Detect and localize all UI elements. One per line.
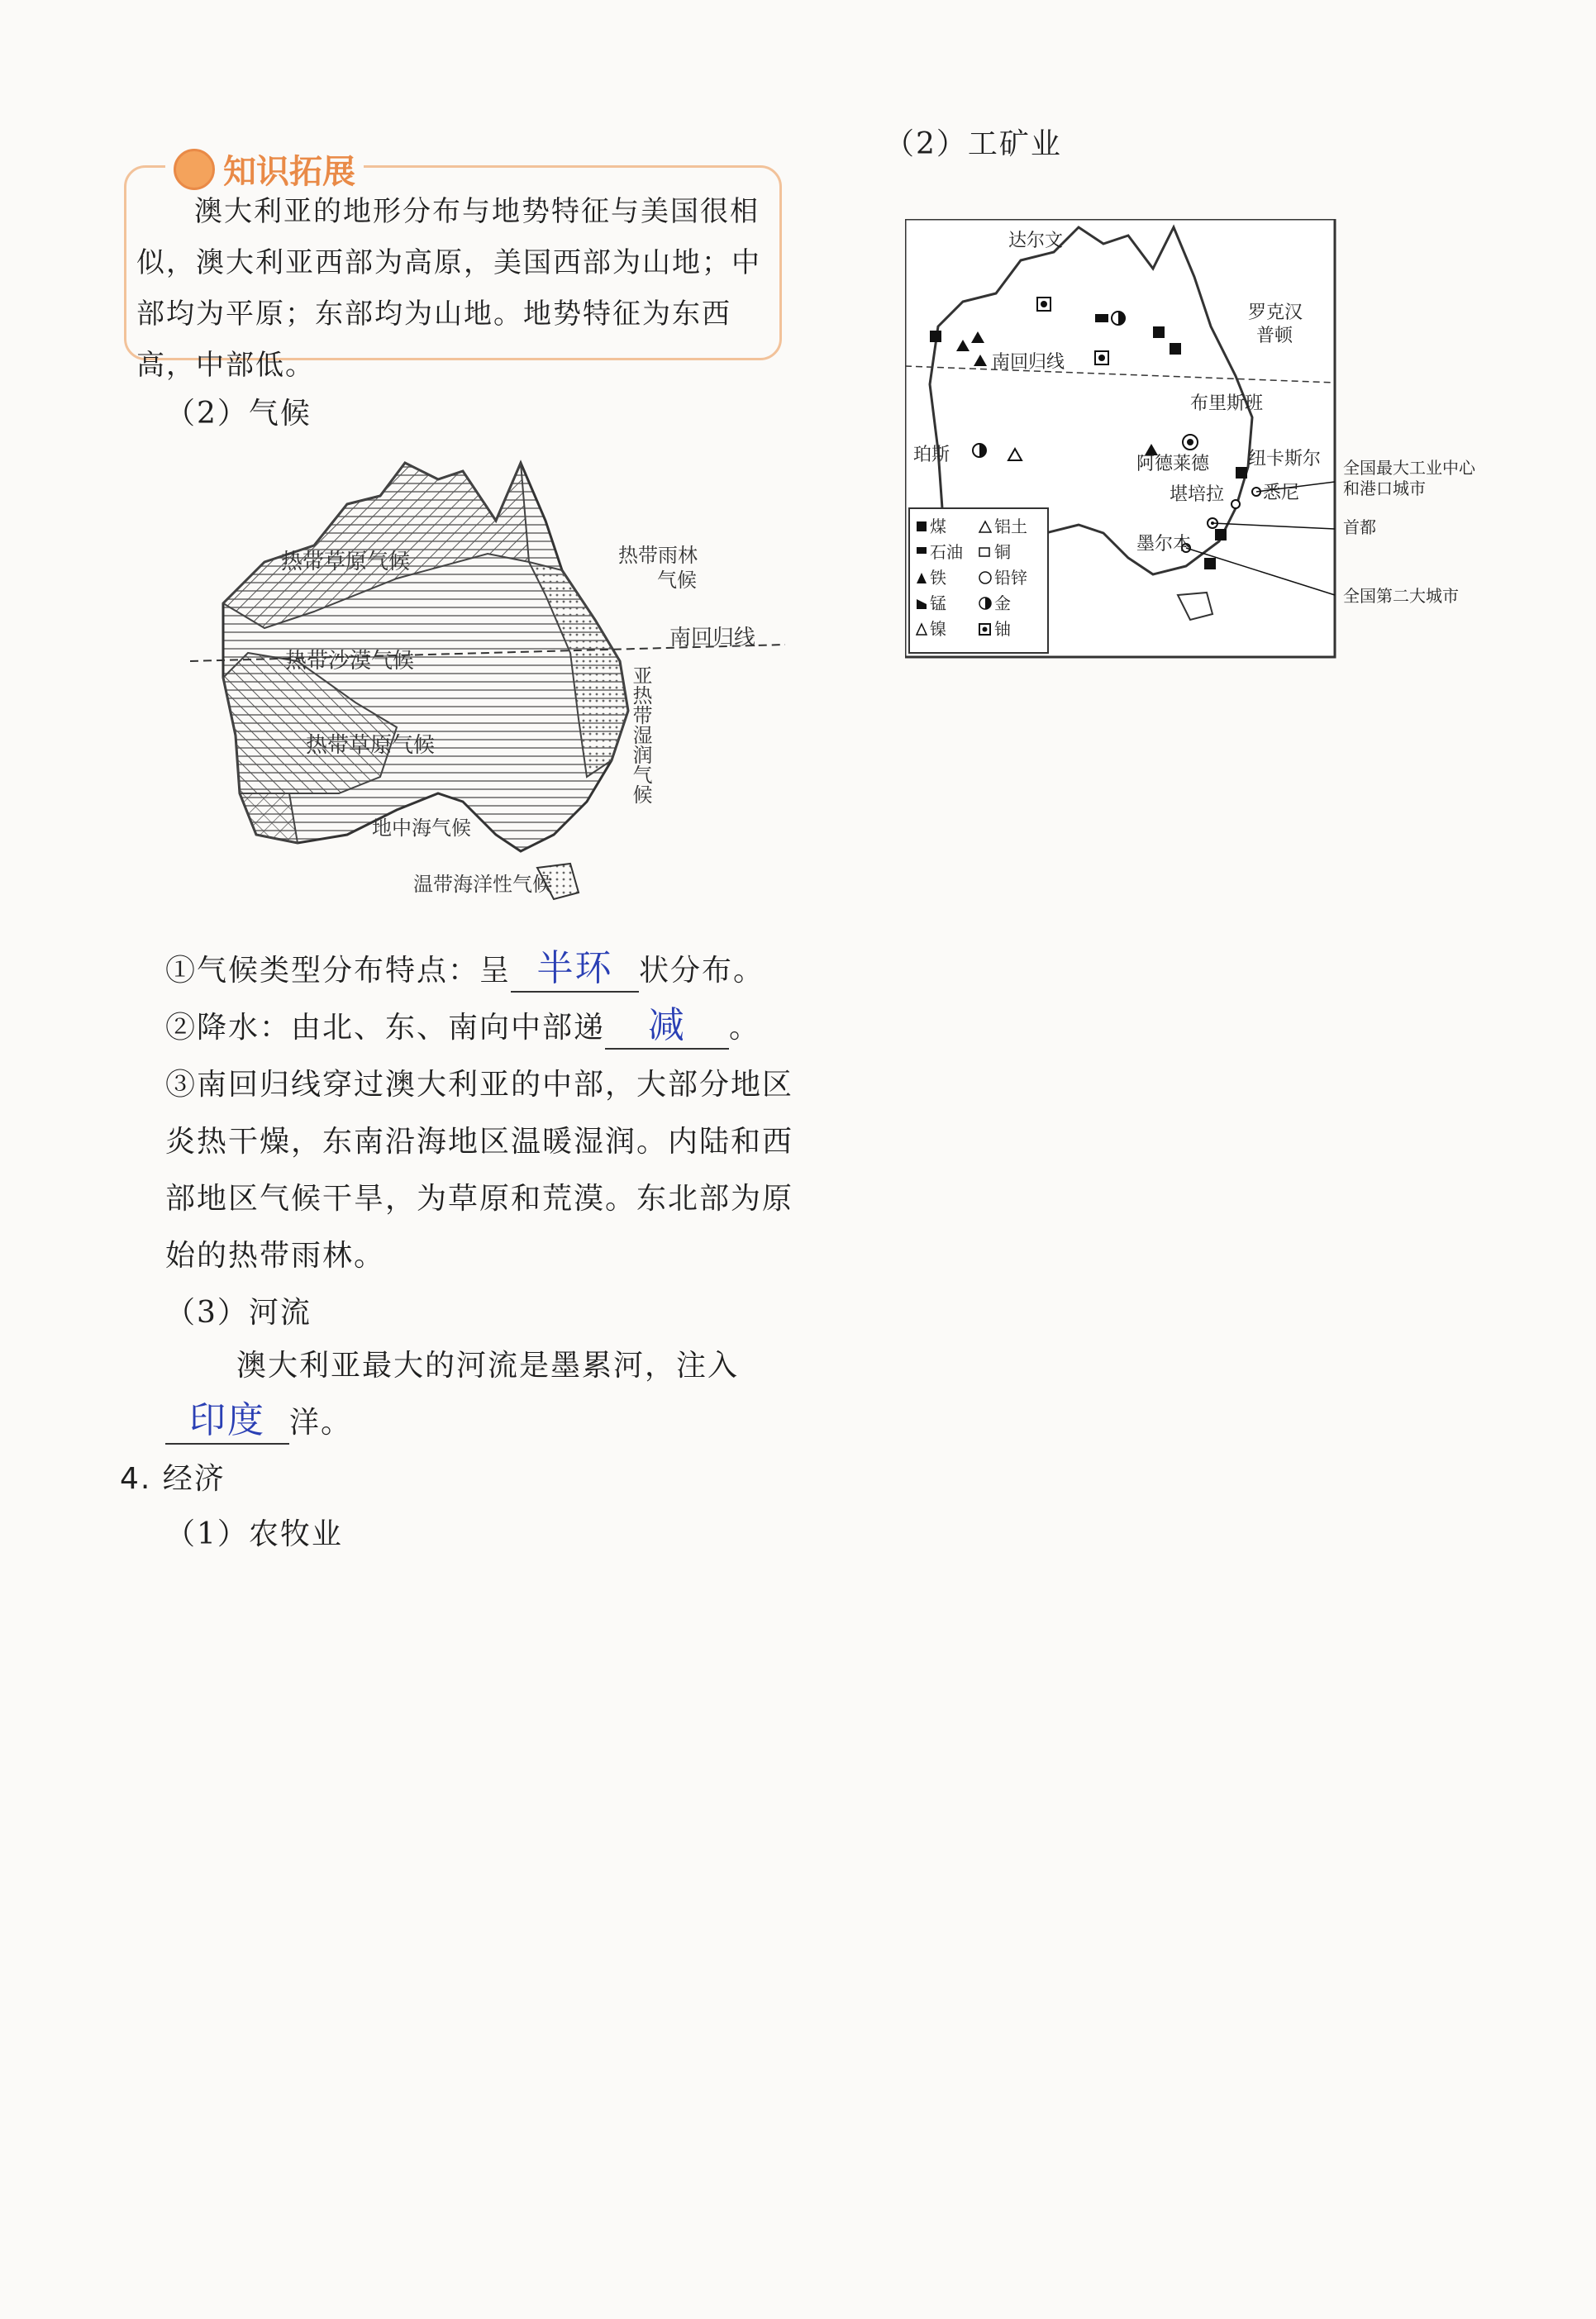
mining-map: [905, 219, 1537, 665]
svg-text:热带草原气候: 热带草原气候: [306, 733, 436, 758]
river-title: （3）河流: [165, 1296, 312, 1330]
svg-text:热带草原气候: 热带草原气候: [281, 550, 411, 574]
mining-title: （2）工矿业: [884, 127, 1062, 161]
economy-title: 4. 经济: [120, 1462, 226, 1496]
knowledge-text: 澳大利亚的地形分布与地势特征与美国很相似，澳大利亚西部为高原，美国西部为山地；中部均为平原；东部均为山地。地势特征为东西高，中部低。: [136, 195, 761, 382]
svg-text:南回归线: 南回归线: [669, 626, 756, 650]
svg-text:珀斯: 珀斯: [913, 445, 950, 465]
climate-point-3: ③南回归线穿过澳大利亚的中部，大部分地区炎热干燥，东南沿海地区温暖湿润。内陆和西部地区气候干旱，为草原和荒漠。东北部为原始的热带雨林。: [165, 1068, 794, 1273]
svg-text:和港口城市: 和港口城市: [1343, 479, 1426, 498]
mineral-coal: [930, 331, 941, 342]
svg-text:南回归线: 南回归线: [992, 352, 1065, 373]
climate-title: （2）气候: [165, 397, 312, 431]
svg-text:热带沙漠气候: 热带沙漠气候: [285, 649, 415, 674]
globe-icon: [174, 149, 215, 190]
svg-text:堪培拉: 堪培拉: [1170, 484, 1225, 505]
agriculture-title: （1）农牧业: [165, 1517, 343, 1551]
svg-text:地中海气候: 地中海气候: [372, 817, 471, 840]
svg-text:铅锌: 铅锌: [994, 568, 1027, 588]
svg-text:铁: 铁: [930, 568, 946, 588]
svg-text:亚热带湿润气候: 亚热带湿润气候: [629, 665, 652, 804]
svg-text:悉尼: 悉尼: [1263, 483, 1300, 503]
climate-map: [190, 446, 785, 901]
svg-text:煤: 煤: [930, 517, 946, 536]
svg-text:全国最大工业中心: 全国最大工业中心: [1343, 458, 1475, 478]
knowledge-badge: 知识拓展: [165, 145, 364, 193]
river-text: 澳大利亚最大的河流是墨累河，注入印度 洋。: [165, 1337, 802, 1451]
climate-point-1: ①气候类型分布特点：呈 半环 状分布。: [165, 942, 765, 999]
svg-text:铝土: 铝土: [994, 517, 1027, 536]
svg-text:石油: 石油: [930, 542, 963, 562]
climate-point-2: ②降水：由北、东、南向中部递 减 。: [165, 999, 760, 1056]
svg-text:镍: 镍: [930, 619, 946, 639]
svg-text:铜: 铜: [994, 542, 1011, 562]
svg-text:金: 金: [994, 593, 1011, 613]
svg-text:普顿: 普顿: [1256, 326, 1293, 346]
svg-text:温带海洋性气候: 温带海洋性气候: [413, 873, 552, 896]
svg-text:阿德莱德: 阿德莱德: [1136, 454, 1210, 474]
svg-text:纽卡斯尔: 纽卡斯尔: [1248, 449, 1322, 469]
svg-text:罗克汉: 罗克汉: [1248, 302, 1303, 323]
svg-text:布里斯班: 布里斯班: [1190, 393, 1264, 414]
svg-text:达尔文: 达尔文: [1008, 231, 1064, 251]
svg-text:墨尔本: 墨尔本: [1136, 534, 1192, 555]
svg-text:锰: 锰: [930, 593, 946, 613]
svg-text:铀: 铀: [994, 619, 1011, 639]
svg-text:首都: 首都: [1343, 517, 1376, 537]
svg-text:气候: 气候: [657, 569, 697, 592]
svg-text:全国第二大城市: 全国第二大城市: [1343, 586, 1459, 606]
svg-text:热带雨林: 热带雨林: [618, 544, 698, 567]
